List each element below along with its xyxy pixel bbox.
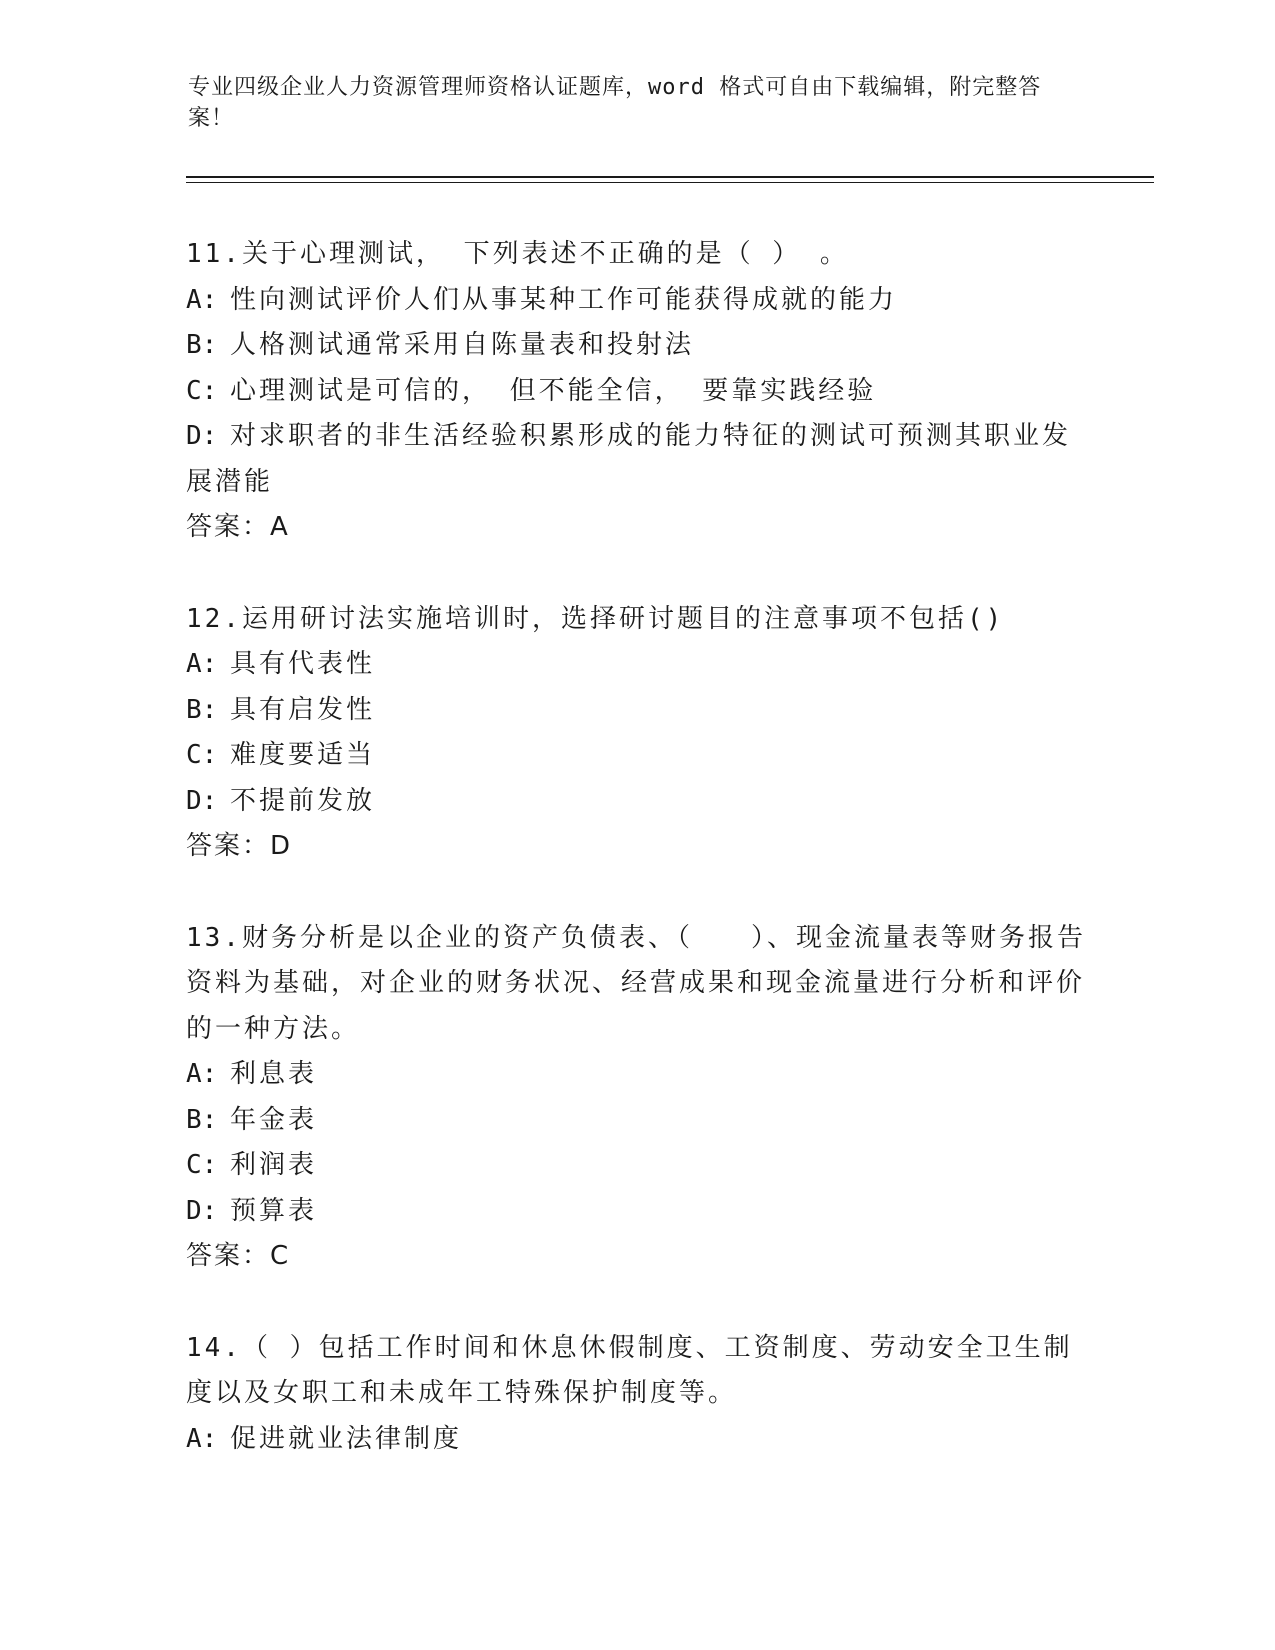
option-text: 年金表 [230,1104,318,1135]
option-d [186,1189,1086,1235]
question-11 [186,232,1086,551]
option-c [186,1143,1086,1189]
option-b [186,323,1086,369]
answer-label: 答案： [186,831,271,861]
question-stem: 11.关于心理测试， 下列表述不正确的是（ ） 。 [186,239,849,269]
document-header: 专业四级企业人力资源管理师资格认证题库，word 格式可自由下载编辑，附完整答案！ [188,75,1042,131]
option-key: D: [186,421,218,451]
option-text: 性向测试评价人们从事某种工作可能获得成就的能力 [230,284,898,315]
option-b [186,688,1086,734]
answer-value: C [270,1241,291,1271]
option-key: A: [186,284,218,315]
option-text: 利润表 [230,1150,318,1180]
answer-value: A [270,512,290,542]
option-a [186,278,1086,324]
question-14 [186,1326,1086,1463]
option-text: 具有代表性 [230,649,376,679]
option-key: B: [186,694,218,725]
option-key: A: [186,1059,218,1089]
question-13 [186,916,1086,1280]
option-text: 不提前发放 [230,785,376,816]
option-d [186,414,1086,505]
option-text: 人格测试通常采用自陈量表和投射法 [230,330,695,360]
option-text: 具有启发性 [230,694,376,725]
header-divider-thick [186,176,1154,178]
question-list [186,232,1086,1508]
option-text: 难度要适当 [230,740,376,770]
answer-value: D [270,831,293,861]
option-b [186,1098,1086,1144]
option-d [186,779,1086,825]
option-text: 利息表 [230,1059,318,1089]
answer-label: 答案： [186,512,271,542]
question-stem: 14.（ ）包括工作时间和休息休假制度、工资制度、劳动安全卫生制度以及女职工和未成年工特殊保护制度等。 [186,1332,1073,1408]
option-key: D: [186,1195,218,1226]
option-key: C: [186,1150,218,1180]
option-a [186,642,1086,688]
option-key: B: [186,330,218,360]
answer-line [186,505,1086,551]
option-key: A: [186,649,218,679]
option-key: A: [186,1423,218,1454]
answer-line [186,1234,1086,1280]
option-text: 促进就业法律制度 [230,1423,463,1454]
option-c [186,369,1086,415]
option-a [186,1417,1086,1463]
option-key: C: [186,740,218,770]
option-text: 预算表 [230,1195,318,1226]
option-key: C: [186,375,218,406]
option-key: B: [186,1104,218,1135]
question-stem: 12.运用研讨法实施培训时，选择研讨题目的注意事项不包括() [186,603,1005,634]
answer-line [186,824,1086,870]
option-text: 对求职者的非生活经验积累形成的能力特征的测试可预测其职业发展潜能 [186,421,1072,497]
question-stem: 13.财务分析是以企业的资产负债表、（ ）、现金流量表等财务报告资料为基础，对企业的财务状况、经营成果和现金流量进行分析和评价的一种方法。 [186,922,1086,1044]
option-c [186,733,1086,779]
header-divider-thin [186,182,1154,183]
option-key: D: [186,785,218,816]
question-12 [186,597,1086,870]
option-a [186,1052,1086,1098]
answer-label: 答案： [186,1241,271,1271]
option-text: 心理测试是可信的， 但不能全信， 要靠实践经验 [230,375,877,406]
